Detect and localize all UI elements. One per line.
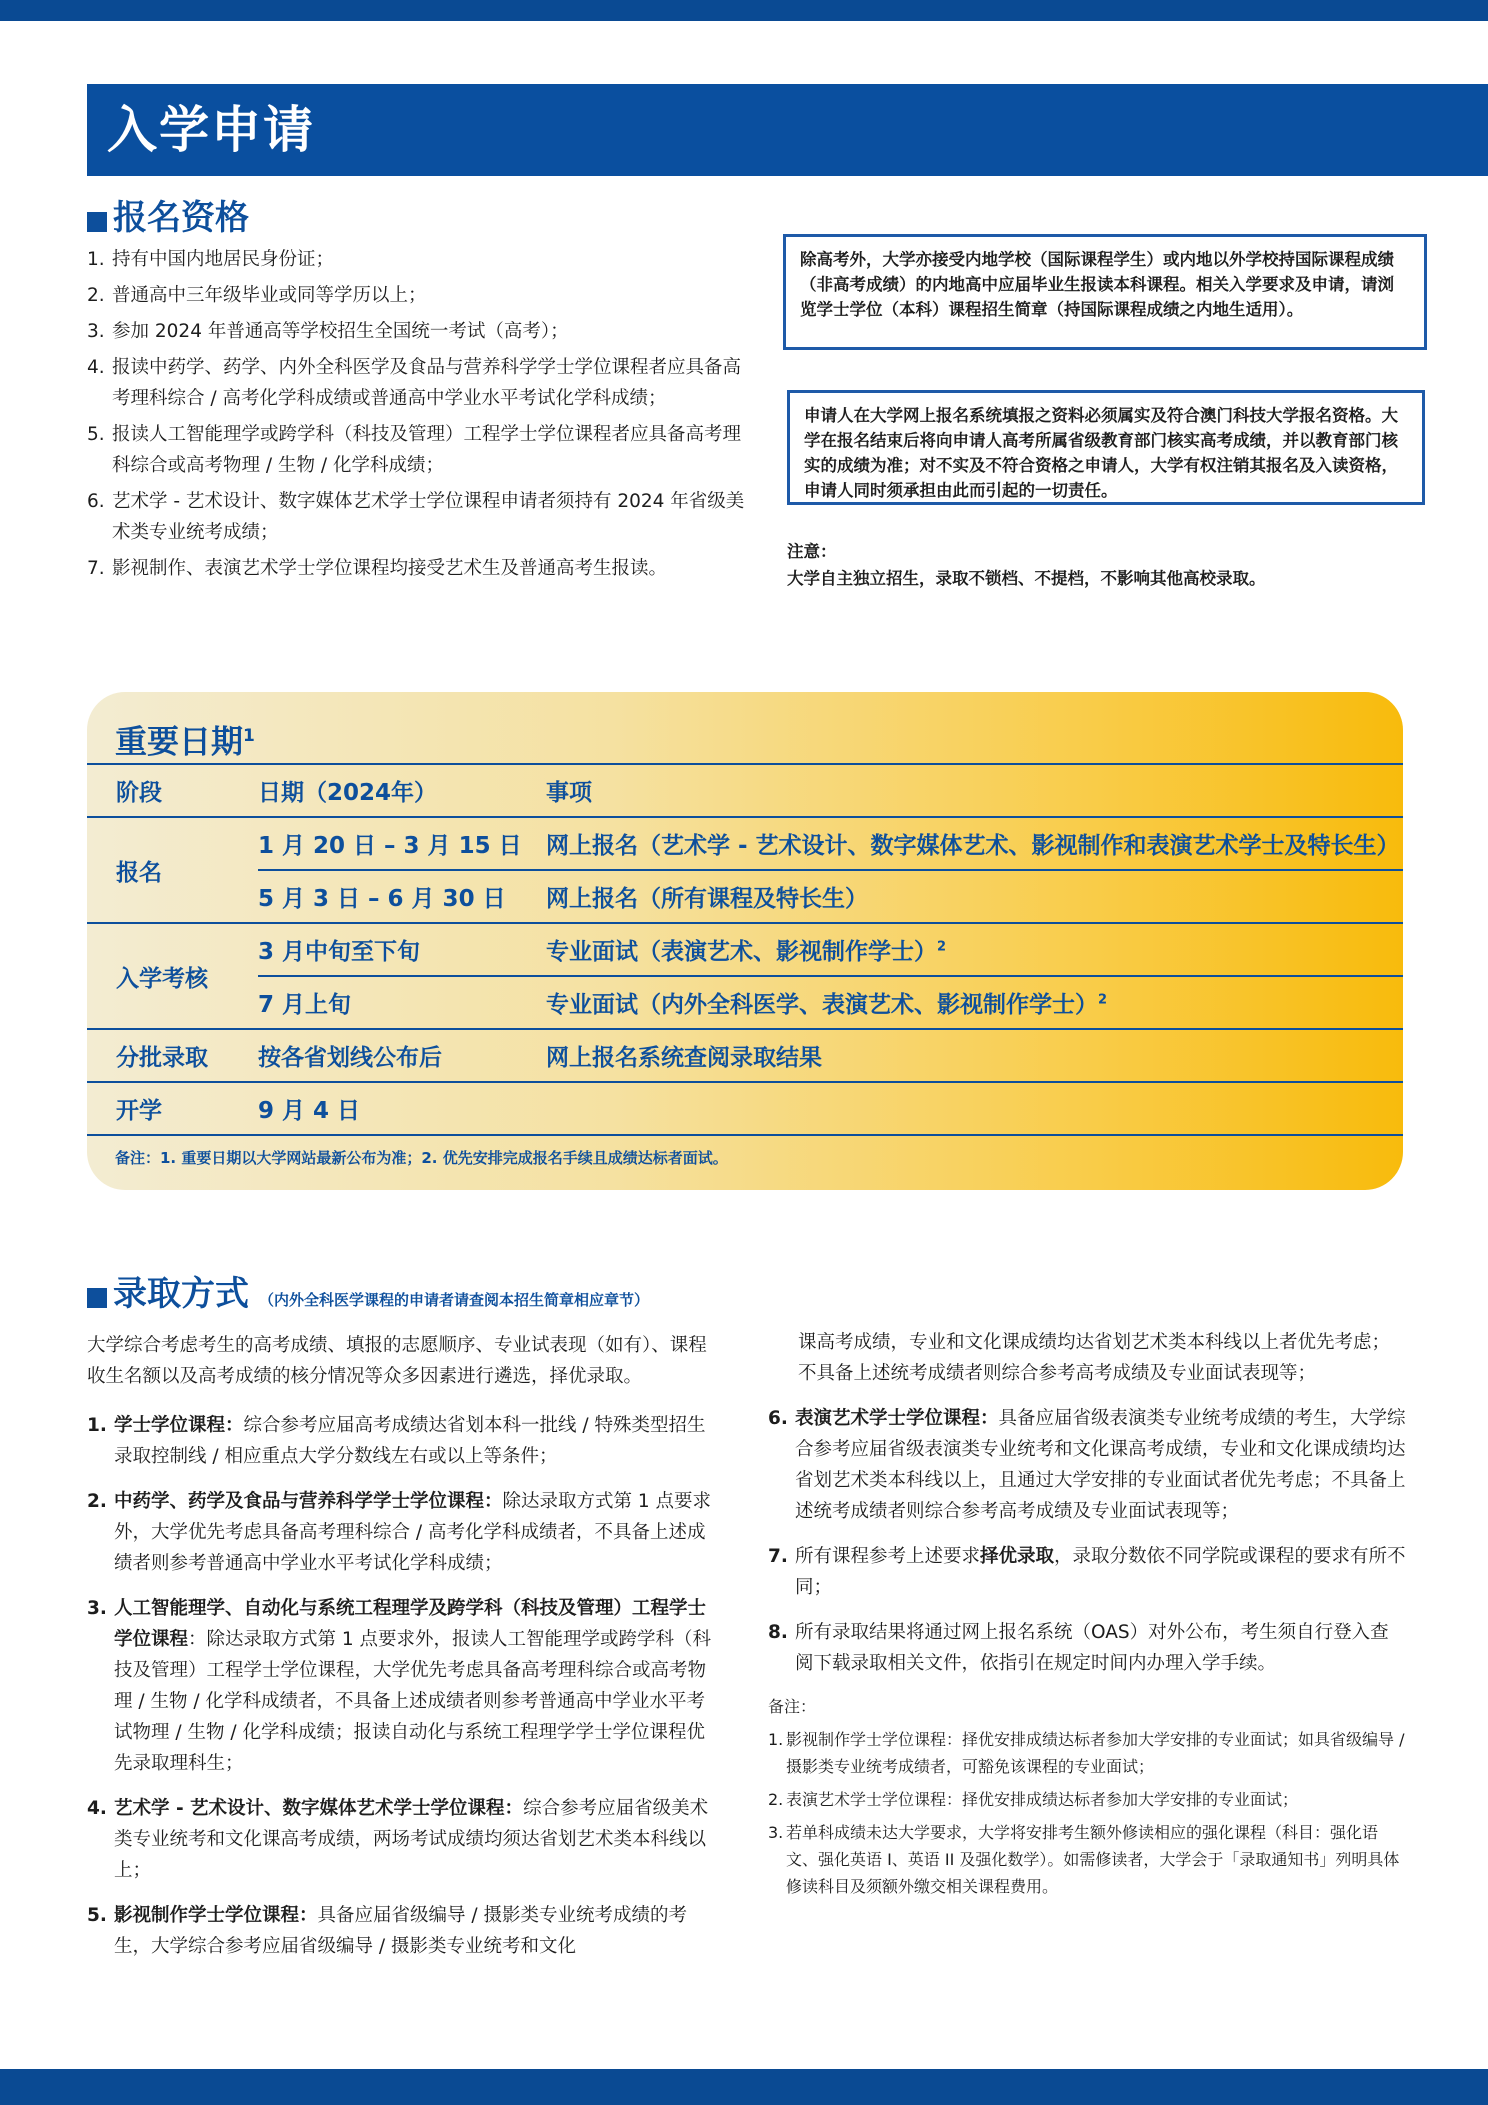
stage-cell: 入学考核 — [87, 923, 258, 1029]
admission-intro: 大学综合考虑考生的高考成绩、填报的志愿顺序、专业试表现（如有）、课程收生名额以及高考成绩的核分情况等众多因素进行遴选，择优录取。 — [87, 1335, 707, 1387]
stage-cell: 分批录取 — [87, 1029, 258, 1082]
notice-label: 注意： — [787, 542, 837, 561]
item-cell: 专业面试（表演艺术、影视制作学士）$^2$ — [546, 923, 1403, 976]
table-row — [87, 870, 1403, 923]
page-title: 入学申请 — [107, 101, 315, 159]
admission-heading-note: （内外全科医学课程的申请者请查阅本招生简章相应章节） — [259, 1291, 650, 1309]
list-item: 1. 持有中国内地居民身份证； — [87, 249, 335, 270]
table-row — [87, 1082, 1403, 1135]
table-row — [87, 1029, 1403, 1082]
list-item: 7. 影视制作、表演艺术学士学位课程均接受艺术生及普通高考生报读。 — [87, 558, 668, 579]
admission-heading: 录取方式 （内外全科医学课程的申请者请查阅本招生简章相应章节） — [87, 1272, 649, 1316]
item-cell: 网上报名（艺术学 - 艺术设计、数字媒体艺术、影视制作和表演艺术学士及特长生） — [546, 817, 1403, 870]
list-item: 2. 普通高中三年级毕业或同等学历以上； — [87, 285, 427, 306]
item-cell — [546, 1082, 1403, 1135]
item-cell: 网上报名（所有课程及特长生） — [546, 870, 1403, 923]
table-row — [87, 817, 1403, 870]
table-header-row — [87, 764, 1403, 817]
list-item: 3. 人工智能理学、自动化与系统工程理学及跨学科（科技及管理）工程学士学位课程：除达录取方式第 1 点要求外，报读人工智能理学或跨学科（科技及管理）工程学士学位课程，大学优先考虑具备高考理科综合或高考物理 / 生物 / 化学科成绩者，不具备上述成绩者则参考普通高中学业水平考试物理 / 生物 / 化学科成绩；报读自动化与系统工程理学学士学位课程优先录取理科生； — [87, 1598, 712, 1774]
international-info-box: 除高考外，大学亦接受内地学校（国际课程学生）或内地以外学校持国际课程成绩（非高考成绩）的内地高中应届毕业生报读本科课程。相关入学要求及申请，请浏览学士学位（本科）课程招生简章（持国际课程成绩之内地生适用）。 — [783, 234, 1427, 350]
header-stage: 阶段 — [87, 764, 258, 817]
list-item: 2. 中药学、药学及食品与营养科学学士学位课程：除达录取方式第 1 点要求外，大学优先考虑具备高考理科综合 / 高考化学科成绩者，不具备上述成绩者则参考普通高中学业水平考试化学科成绩； — [87, 1491, 712, 1574]
header-item: 事项 — [546, 764, 1403, 817]
list-item: 1. 学士学位课程：综合参考应届高考成绩达省划本科一批线 / 特殊类型招生录取控制线 / 相应重点大学分数线左右或以上等条件； — [87, 1415, 706, 1467]
list-item: 5. 报读人工智能理学或跨学科（科技及管理）工程学士学位课程者应具备高考理科综合或高考物理 / 生物 / 化学科成绩； — [87, 424, 742, 476]
heading-square-icon — [87, 212, 107, 232]
item-cell: 网上报名系统查阅录取结果 — [546, 1029, 1403, 1082]
list-item: 2. 表演艺术学士学位课程：择优安排成绩达标者参加大学安排的专业面试； — [768, 1790, 1299, 1809]
notice-block — [787, 538, 1266, 592]
date-cell: 7 月上旬 — [258, 976, 546, 1029]
list-item: 3. 参加 2024 年普通高等学校招生全国统一考试（高考）； — [87, 321, 569, 342]
list-item: 8. 所有录取结果将通过网上报名系统（OAS）对外公布，考生须自行登入查阅下载录取相关文件，依指引在规定时间内办理入学手续。 — [768, 1622, 1389, 1674]
important-dates-table — [87, 763, 1403, 1136]
notice-text: 大学自主独立招生，录取不锁档、不提档，不影响其他高校录取。 — [787, 569, 1266, 588]
list-item: 7. 所有课程参考上述要求择优录取，录取分数依不同学院或课程的要求有所不同； — [768, 1546, 1406, 1598]
list-item: 4. 艺术学 - 艺术设计、数字媒体艺术学士学位课程：综合参考应届省级美术类专业统考和文化课高考成绩，两场考试成绩均须达省划艺术类本科线以上； — [87, 1798, 709, 1881]
dates-footnote: 备注：1. 重要日期以大学网站最新公布为准；2. 优先安排完成报名手续且成绩达标者面试。 — [115, 1149, 728, 1167]
header-date: 日期（2024年） — [258, 764, 546, 817]
admission-remarks — [768, 1693, 1406, 1900]
eligibility-list — [87, 244, 747, 589]
verification-info-box: 申请人在大学网上报名系统填报之资料必须属实及符合澳门科技大学报名资格。大学在报名结束后将向申请人高考所属省级教育部门核实高考成绩，并以教育部门核实的成绩为准；对不实及不符合资格之申请人，大学有权注销其报名及入读资格，申请人同时须承担由此而引起的一切责任。 — [787, 390, 1425, 505]
heading-square-icon — [87, 1288, 107, 1308]
item-5-continued: 课高考成绩，专业和文化课成绩均达省划艺术类本科线以上者优先考虑；不具备上述统考成绩者则综合参考高考成绩及专业面试表现等； — [798, 1332, 1391, 1384]
date-cell: 3 月中旬至下旬 — [258, 923, 546, 976]
item-cell: 专业面试（内外全科医学、表演艺术、影视制作学士）$^2$ — [546, 976, 1403, 1029]
date-cell: 9 月 4 日 — [258, 1082, 546, 1135]
important-dates-title: 重要日期$^1$ — [115, 722, 255, 761]
list-item: 3. 若单科成绩未达大学要求，大学将安排考生额外修读相应的强化课程（科目：强化语文、强化英语 I、英语 II 及强化数学）。如需修读者，大学会于「录取通知书」列明具体修读科目及须额外缴交相关课程费用。 — [768, 1823, 1400, 1896]
date-cell: 按各省划线公布后 — [258, 1029, 546, 1082]
list-item: 4. 报读中药学、药学、内外全科医学及食品与营养科学学士学位课程者应具备高考理科综合 / 高考化学科成绩或普通高中学业水平考试化学科成绩； — [87, 357, 742, 409]
bottom-color-bar — [0, 2069, 1488, 2105]
date-cell: 1 月 20 日 – 3 月 15 日 — [258, 817, 546, 870]
table-row — [87, 923, 1403, 976]
list-item: 5. 影视制作学士学位课程：具备应届省级编导 / 摄影类专业统考成绩的考生，大学综合参考应届省级编导 / 摄影类专业统考和文化 — [87, 1905, 688, 1957]
remarks-label: 备注： — [768, 1697, 817, 1716]
admission-left-column — [87, 1330, 717, 1962]
stage-cell: 开学 — [87, 1082, 258, 1135]
date-cell: 5 月 3 日 – 6 月 30 日 — [258, 870, 546, 923]
list-item: 6. 表演艺术学士学位课程：具备应届省级表演类专业统考成绩的考生，大学综合参考应届省级表演类专业统考和文化课高考成绩，专业和文化课成绩均达省划艺术类本科线以上，且通过大学安排的专业面试者优先考虑；不具备上述统考成绩者则综合参考高考成绩及专业面试表现等； — [768, 1408, 1406, 1522]
list-item: 6. 艺术学 - 艺术设计、数字媒体艺术学士学位课程申请者须持有 2024 年省级美术类专业统考成绩； — [87, 491, 745, 543]
list-item: 1. 影视制作学士学位课程：择优安排成绩达标者参加大学安排的专业面试；如具省级编导 / 摄影类专业统考成绩者，可豁免该课程的专业面试； — [768, 1730, 1405, 1776]
table-row — [87, 976, 1403, 1029]
admission-right-column — [768, 1327, 1406, 1900]
top-color-bar — [0, 0, 1488, 21]
eligibility-heading: 报名资格 — [87, 196, 249, 240]
stage-cell: 报名 — [87, 817, 258, 923]
